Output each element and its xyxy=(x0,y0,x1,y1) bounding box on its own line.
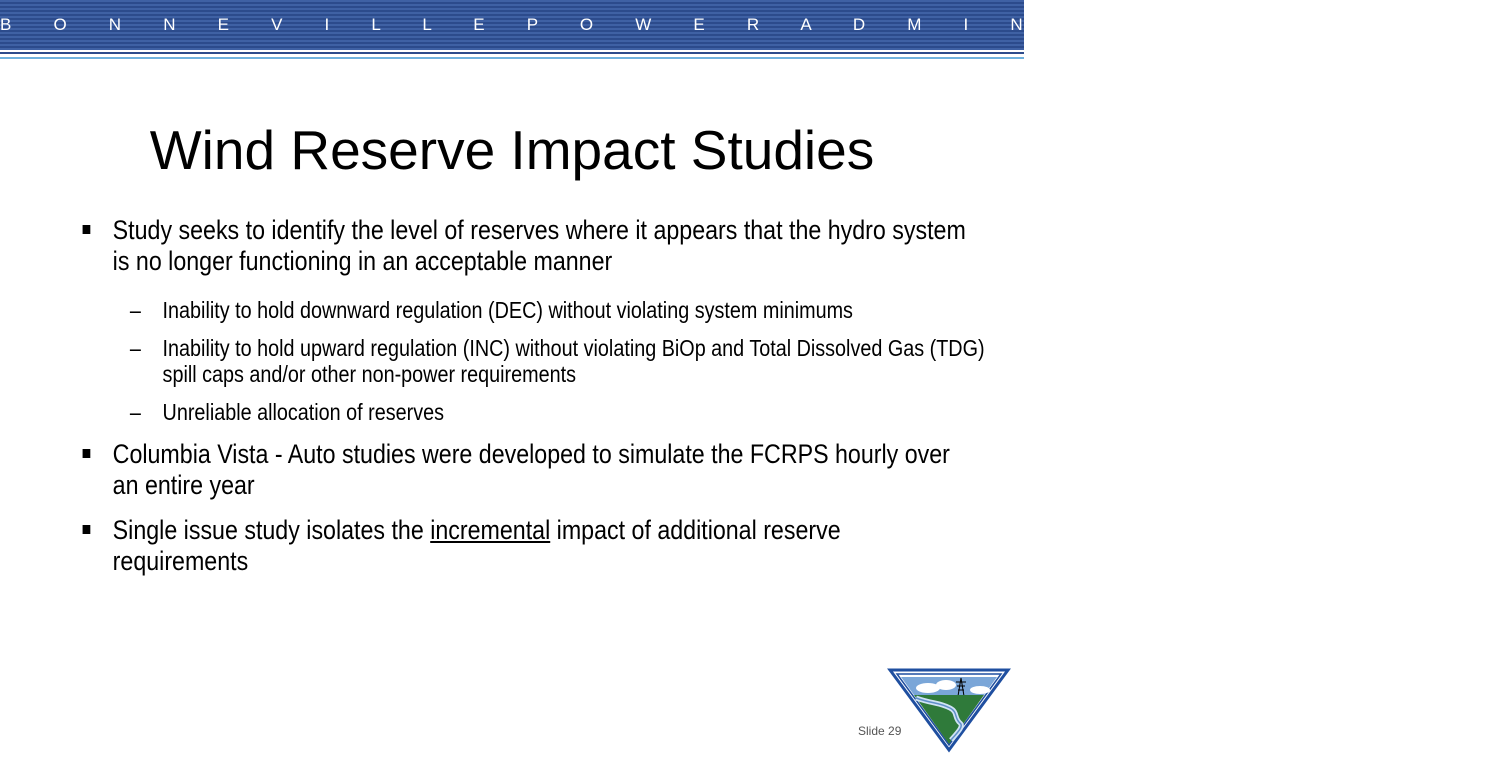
sub-bullet-text: Inability to hold downward regulation (DEC) without violating system minimums xyxy=(162,297,853,323)
square-bullet-icon xyxy=(83,525,91,534)
dash-bullet-icon: – xyxy=(129,399,141,425)
header-rule-light xyxy=(0,57,1024,59)
bullet-text: Columbia Vista - Auto studies were developed to simulate the FCRPS hourly over an entire year xyxy=(112,439,950,500)
sub-bullet-text: Unreliable allocation of reserves xyxy=(162,399,445,425)
bullet-item xyxy=(80,515,981,577)
organization-name: B O N N E V I L L E P O W E R A D M I N I S T R A T I O N xyxy=(0,15,1508,34)
slide-body xyxy=(80,215,985,577)
sub-bullet-item xyxy=(80,335,988,387)
sub-bullet-item xyxy=(80,297,988,323)
slide-title: Wind Reserve Impact Studies xyxy=(149,119,875,181)
dash-bullet-icon: – xyxy=(129,335,141,361)
square-bullet-icon xyxy=(83,449,91,458)
bullet-text-emphasis: incremental xyxy=(430,515,551,545)
bullet-text-after: impact of additional reserve requirements xyxy=(112,515,841,576)
slide-number: Slide 29 xyxy=(858,724,902,738)
bullet-text-before: Single issue study isolates the xyxy=(112,515,431,545)
dash-bullet-icon: – xyxy=(129,297,141,323)
bullet-item xyxy=(80,439,981,501)
sub-bullet-item xyxy=(80,399,988,425)
bullet-text: Study seeks to identify the level of reserves where it appears that the hydro system is no longer functioning in an acceptable manner xyxy=(112,215,966,276)
sub-bullet-text: Inability to hold upward regulation (INC) without violating BiOp and Total Dissolved Gas (TDG) spill caps and/or other non-power requirements xyxy=(162,335,985,387)
bullet-item xyxy=(80,215,981,277)
square-bullet-icon xyxy=(83,225,91,234)
bpa-logo-icon xyxy=(888,668,1010,752)
header-rule-dark xyxy=(0,52,1024,54)
